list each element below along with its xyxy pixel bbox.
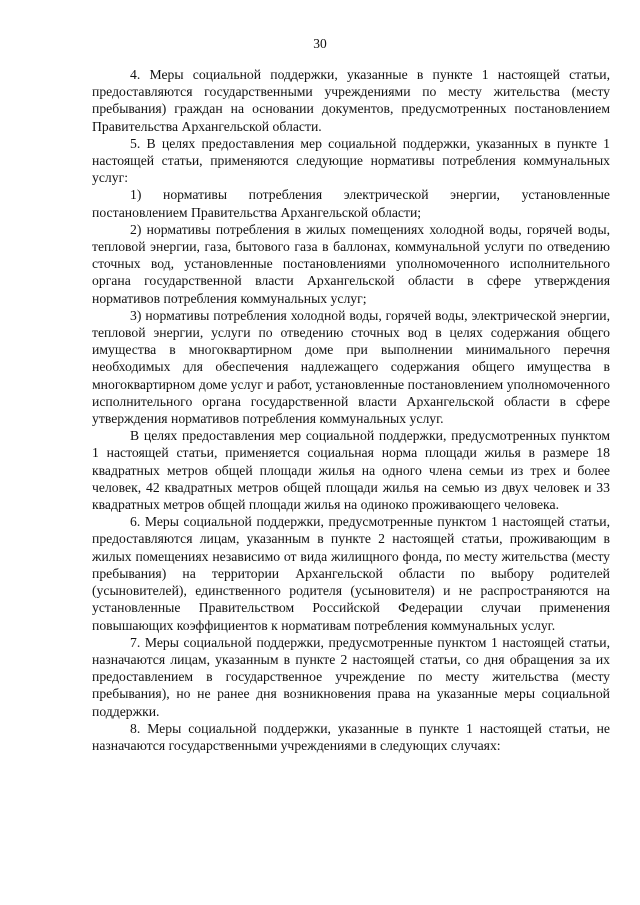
paragraph-clause-4: 4. Меры социальной поддержки, указанные в пункте 1 настоящей статьи, предоставляются государственными учреждениями по месту жительства (месту пребывания) граждан на основании документов, предусмотренных постановлением Правительства Архангельской области. (92, 67, 610, 134)
paragraph-subitem-1: 1) нормативы потребления электрической энергии, установленные постановлением Правительства Архангельской области; (92, 187, 610, 220)
paragraph-clause-7: 7. Меры социальной поддержки, предусмотренные пунктом 1 настоящей статьи, назначаются лицам, указанным в пункте 2 настоящей статьи, со дня обращения за их предоставлением в государственное учреждение по месту жительства (месту пребывания), но не ранее дня возникновения права на указанные меры социальной поддержки. (92, 634, 610, 719)
document-body (92, 66, 610, 754)
page-number: 30 (313, 36, 327, 51)
paragraph-clause-5: 5. В целях предоставления мер социальной поддержки, указанных в пункте 1 настоящей статьи, применяются следующие нормативы потребления коммунальных услуг: (92, 135, 610, 186)
paragraph-clause-6: 6. Меры социальной поддержки, предусмотренные пунктом 1 настоящей статьи, предоставляются лицам, указанным в пункте 2 настоящей статьи, проживающим в жилых помещениях независимо от вида жилищного фонда, по месту жительства (месту пребывания) на территории Архангельской области по выбору родителей (усыновителей), единственного родителя (усыновителя) и не распространяются на установленные Правительством Российской Федерации случаи применения повышающих коэффициентов к нормативам потребления коммунальных услуг. (92, 514, 610, 633)
paragraph-subitem-3: 3) нормативы потребления холодной воды, горячей воды, электрической энергии, тепловой энергии, услуги по отведению сточных вод в целях содержания общего имущества в многоквартирном доме при выполнении минимального перечня необходимых для обеспечения надлежащего содержания общего имущества в многоквартирном доме услуг и работ, установленные постановлением уполномоченного исполнительного органа государственной власти Архангельской области в сфере утверждения нормативов потребления коммунальных услуг. (92, 307, 610, 427)
paragraph-clause-8: 8. Меры социальной поддержки, указанные в пункте 1 настоящей статьи, не назначаются государственными учреждениями в следующих случаях: (92, 720, 610, 753)
paragraph-social-norm: В целях предоставления мер социальной поддержки, предусмотренных пунктом 1 настоящей статьи, применяется социальная норма площади жилья в размере 18 квадратных метров общей площади жилья на одного члена семьи из трех и более человек, 42 квадратных метров общей площади жилья на семью из двух человек и 33 квадратных метров общей площади жилья на одиноко проживающего человека. (92, 428, 610, 513)
paragraph-subitem-2: 2) нормативы потребления в жилых помещениях холодной воды, горячей воды, тепловой энергии, газа, бытового газа в баллонах, коммунальной услуги по отведению сточных вод, установленные постановлениями уполномоченного исполнительного органа государственной власти Архангельской области в сфере утверждения нормативов потребления коммунальных услуг; (92, 221, 610, 306)
